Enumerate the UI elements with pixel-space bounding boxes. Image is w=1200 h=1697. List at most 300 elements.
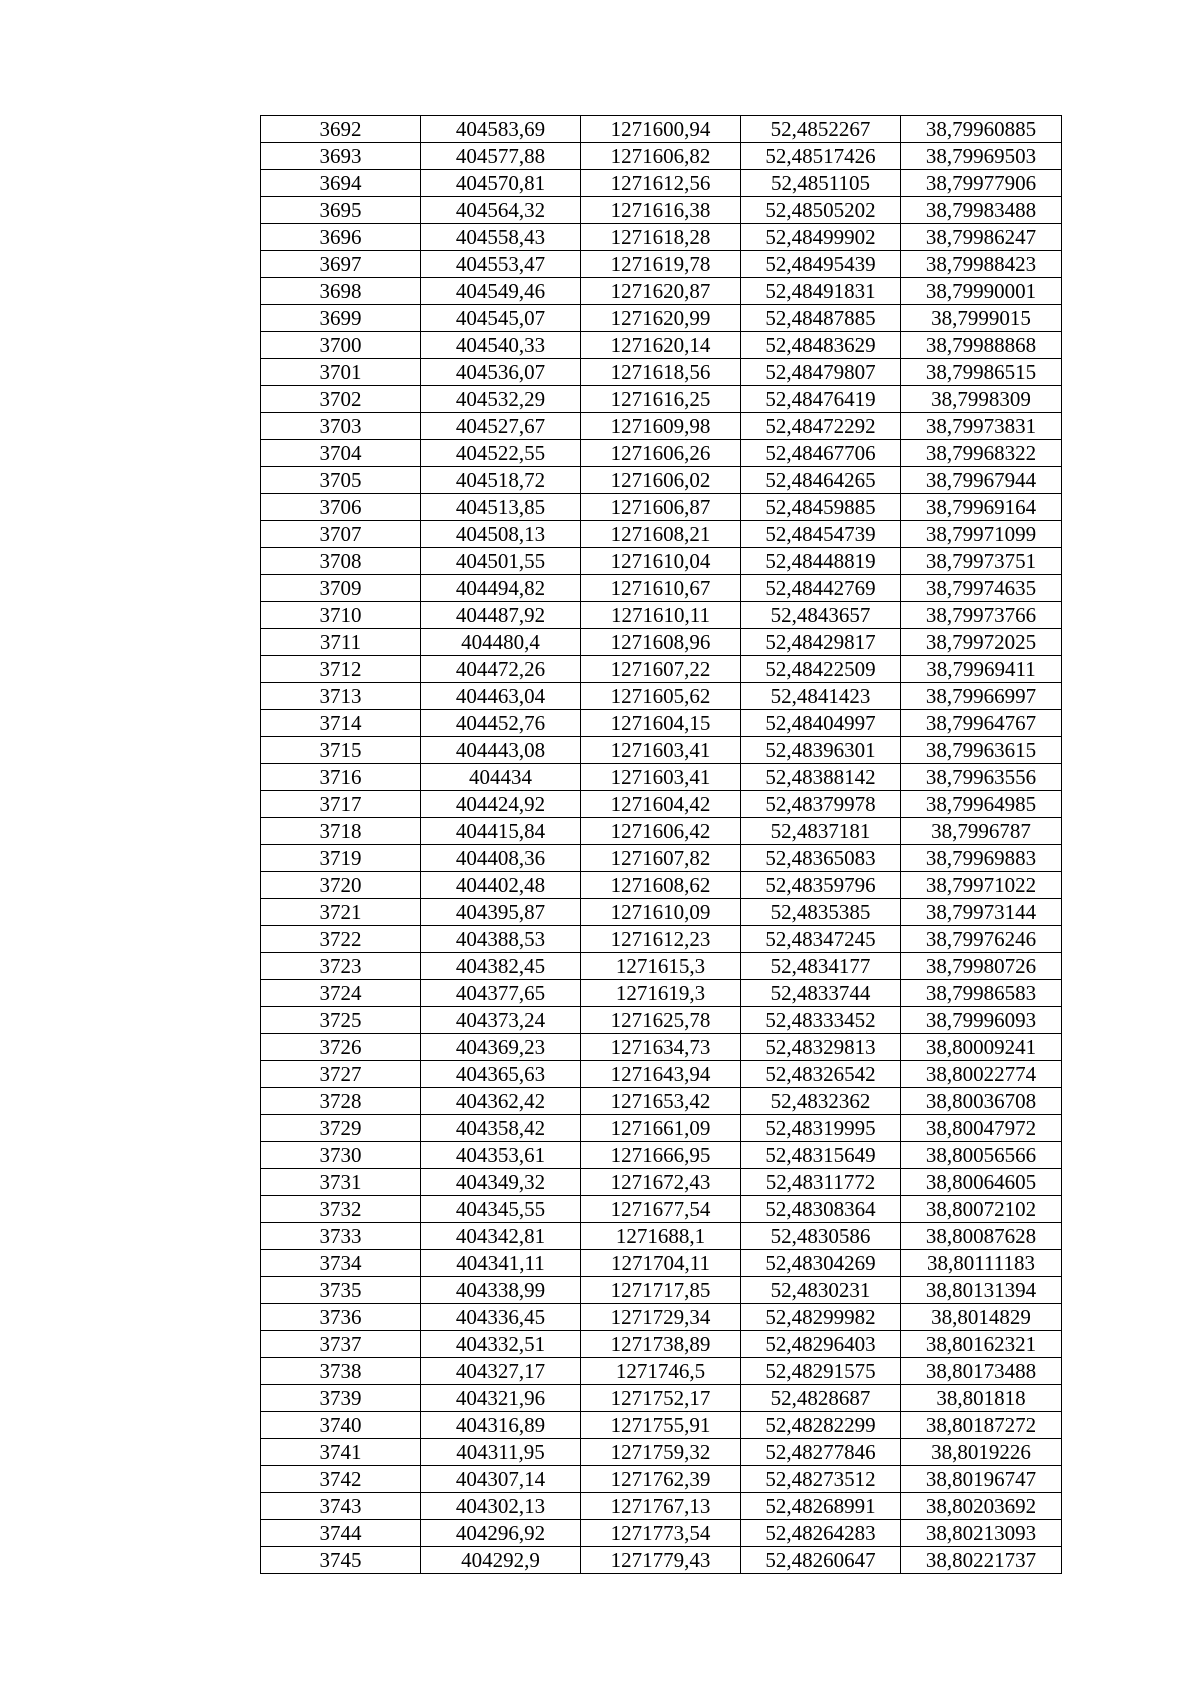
y-coordinate-cell: 1271729,34 [581,1304,741,1331]
latitude-cell: 52,48273512 [741,1466,901,1493]
y-coordinate-cell: 1271612,56 [581,170,741,197]
y-coordinate-cell: 1271606,02 [581,467,741,494]
latitude-cell: 52,48304269 [741,1250,901,1277]
longitude-cell: 38,80162321 [901,1331,1062,1358]
coordinates-table [260,115,1062,1574]
table-row [261,1304,1062,1331]
latitude-cell: 52,48379978 [741,791,901,818]
latitude-cell: 52,48448819 [741,548,901,575]
point-number-cell: 3713 [261,683,421,710]
longitude-cell: 38,79972025 [901,629,1062,656]
longitude-cell: 38,79969883 [901,845,1062,872]
longitude-cell: 38,80131394 [901,1277,1062,1304]
point-number-cell: 3700 [261,332,421,359]
point-number-cell: 3724 [261,980,421,1007]
y-coordinate-cell: 1271605,62 [581,683,741,710]
latitude-cell: 52,48491831 [741,278,901,305]
table-row [261,1007,1062,1034]
longitude-cell: 38,80203692 [901,1493,1062,1520]
x-coordinate-cell: 404321,96 [421,1385,581,1412]
x-coordinate-cell: 404342,81 [421,1223,581,1250]
longitude-cell: 38,79969503 [901,143,1062,170]
y-coordinate-cell: 1271616,25 [581,386,741,413]
y-coordinate-cell: 1271616,38 [581,197,741,224]
latitude-cell: 52,48476419 [741,386,901,413]
x-coordinate-cell: 404408,36 [421,845,581,872]
x-coordinate-cell: 404558,43 [421,224,581,251]
latitude-cell: 52,4835385 [741,899,901,926]
x-coordinate-cell: 404513,85 [421,494,581,521]
latitude-cell: 52,48479807 [741,359,901,386]
x-coordinate-cell: 404501,55 [421,548,581,575]
point-number-cell: 3706 [261,494,421,521]
point-number-cell: 3743 [261,1493,421,1520]
latitude-cell: 52,48483629 [741,332,901,359]
x-coordinate-cell: 404527,67 [421,413,581,440]
y-coordinate-cell: 1271608,62 [581,872,741,899]
table-row [261,521,1062,548]
table-row [261,1466,1062,1493]
table-row [261,1385,1062,1412]
latitude-cell: 52,48268991 [741,1493,901,1520]
x-coordinate-cell: 404472,26 [421,656,581,683]
table-row [261,575,1062,602]
y-coordinate-cell: 1271608,21 [581,521,741,548]
y-coordinate-cell: 1271634,73 [581,1034,741,1061]
longitude-cell: 38,79969164 [901,494,1062,521]
y-coordinate-cell: 1271773,54 [581,1520,741,1547]
x-coordinate-cell: 404549,46 [421,278,581,305]
point-number-cell: 3732 [261,1196,421,1223]
table-row [261,170,1062,197]
point-number-cell: 3714 [261,710,421,737]
point-number-cell: 3692 [261,116,421,143]
y-coordinate-cell: 1271666,95 [581,1142,741,1169]
longitude-cell: 38,79986515 [901,359,1062,386]
table-row [261,278,1062,305]
y-coordinate-cell: 1271661,09 [581,1115,741,1142]
table-row [261,1196,1062,1223]
longitude-cell: 38,79964767 [901,710,1062,737]
y-coordinate-cell: 1271604,42 [581,791,741,818]
table-row [261,251,1062,278]
point-number-cell: 3696 [261,224,421,251]
y-coordinate-cell: 1271625,78 [581,1007,741,1034]
y-coordinate-cell: 1271752,17 [581,1385,741,1412]
y-coordinate-cell: 1271738,89 [581,1331,741,1358]
coordinates-table-body [261,116,1062,1574]
x-coordinate-cell: 404443,08 [421,737,581,764]
x-coordinate-cell: 404382,45 [421,953,581,980]
point-number-cell: 3720 [261,872,421,899]
y-coordinate-cell: 1271717,85 [581,1277,741,1304]
point-number-cell: 3731 [261,1169,421,1196]
y-coordinate-cell: 1271606,42 [581,818,741,845]
latitude-cell: 52,48495439 [741,251,901,278]
table-row [261,413,1062,440]
x-coordinate-cell: 404583,69 [421,116,581,143]
point-number-cell: 3745 [261,1547,421,1574]
y-coordinate-cell: 1271677,54 [581,1196,741,1223]
longitude-cell: 38,80187272 [901,1412,1062,1439]
x-coordinate-cell: 404545,07 [421,305,581,332]
point-number-cell: 3695 [261,197,421,224]
y-coordinate-cell: 1271606,26 [581,440,741,467]
point-number-cell: 3719 [261,845,421,872]
x-coordinate-cell: 404369,23 [421,1034,581,1061]
longitude-cell: 38,79973831 [901,413,1062,440]
x-coordinate-cell: 404341,11 [421,1250,581,1277]
table-row [261,1493,1062,1520]
longitude-cell: 38,80036708 [901,1088,1062,1115]
y-coordinate-cell: 1271603,41 [581,737,741,764]
longitude-cell: 38,79973766 [901,602,1062,629]
y-coordinate-cell: 1271606,82 [581,143,741,170]
point-number-cell: 3694 [261,170,421,197]
x-coordinate-cell: 404564,32 [421,197,581,224]
longitude-cell: 38,80056566 [901,1142,1062,1169]
table-row [261,845,1062,872]
longitude-cell: 38,8014829 [901,1304,1062,1331]
latitude-cell: 52,48404997 [741,710,901,737]
y-coordinate-cell: 1271609,98 [581,413,741,440]
point-number-cell: 3710 [261,602,421,629]
longitude-cell: 38,79971099 [901,521,1062,548]
latitude-cell: 52,48347245 [741,926,901,953]
y-coordinate-cell: 1271767,13 [581,1493,741,1520]
longitude-cell: 38,80173488 [901,1358,1062,1385]
latitude-cell: 52,48505202 [741,197,901,224]
y-coordinate-cell: 1271610,11 [581,602,741,629]
table-row [261,143,1062,170]
point-number-cell: 3699 [261,305,421,332]
latitude-cell: 52,4837181 [741,818,901,845]
y-coordinate-cell: 1271600,94 [581,116,741,143]
y-coordinate-cell: 1271606,87 [581,494,741,521]
table-row [261,332,1062,359]
y-coordinate-cell: 1271672,43 [581,1169,741,1196]
x-coordinate-cell: 404434 [421,764,581,791]
latitude-cell: 52,48359796 [741,872,901,899]
point-number-cell: 3708 [261,548,421,575]
point-number-cell: 3725 [261,1007,421,1034]
point-number-cell: 3718 [261,818,421,845]
table-row [261,818,1062,845]
x-coordinate-cell: 404338,99 [421,1277,581,1304]
latitude-cell: 52,48365083 [741,845,901,872]
latitude-cell: 52,48329813 [741,1034,901,1061]
table-row [261,1034,1062,1061]
x-coordinate-cell: 404487,92 [421,602,581,629]
point-number-cell: 3705 [261,467,421,494]
longitude-cell: 38,79967944 [901,467,1062,494]
x-coordinate-cell: 404336,45 [421,1304,581,1331]
longitude-cell: 38,79974635 [901,575,1062,602]
longitude-cell: 38,79973751 [901,548,1062,575]
latitude-cell: 52,48277846 [741,1439,901,1466]
point-number-cell: 3716 [261,764,421,791]
latitude-cell: 52,48442769 [741,575,901,602]
table-row [261,548,1062,575]
table-row [261,386,1062,413]
x-coordinate-cell: 404480,4 [421,629,581,656]
longitude-cell: 38,801818 [901,1385,1062,1412]
table-row [261,710,1062,737]
y-coordinate-cell: 1271608,96 [581,629,741,656]
x-coordinate-cell: 404327,17 [421,1358,581,1385]
x-coordinate-cell: 404540,33 [421,332,581,359]
table-row [261,1169,1062,1196]
point-number-cell: 3693 [261,143,421,170]
table-row [261,1115,1062,1142]
longitude-cell: 38,79960885 [901,116,1062,143]
x-coordinate-cell: 404463,04 [421,683,581,710]
latitude-cell: 52,48311772 [741,1169,901,1196]
latitude-cell: 52,48319995 [741,1115,901,1142]
latitude-cell: 52,48517426 [741,143,901,170]
table-row [261,1358,1062,1385]
y-coordinate-cell: 1271620,87 [581,278,741,305]
longitude-cell: 38,79968322 [901,440,1062,467]
y-coordinate-cell: 1271704,11 [581,1250,741,1277]
latitude-cell: 52,4841423 [741,683,901,710]
latitude-cell: 52,48464265 [741,467,901,494]
y-coordinate-cell: 1271618,28 [581,224,741,251]
x-coordinate-cell: 404508,13 [421,521,581,548]
point-number-cell: 3703 [261,413,421,440]
y-coordinate-cell: 1271746,5 [581,1358,741,1385]
longitude-cell: 38,79969411 [901,656,1062,683]
longitude-cell: 38,79980726 [901,953,1062,980]
x-coordinate-cell: 404292,9 [421,1547,581,1574]
latitude-cell: 52,4832362 [741,1088,901,1115]
longitude-cell: 38,79973144 [901,899,1062,926]
latitude-cell: 52,48396301 [741,737,901,764]
y-coordinate-cell: 1271610,04 [581,548,741,575]
point-number-cell: 3722 [261,926,421,953]
point-number-cell: 3707 [261,521,421,548]
x-coordinate-cell: 404518,72 [421,467,581,494]
longitude-cell: 38,79976246 [901,926,1062,953]
point-number-cell: 3697 [261,251,421,278]
x-coordinate-cell: 404388,53 [421,926,581,953]
y-coordinate-cell: 1271618,56 [581,359,741,386]
point-number-cell: 3739 [261,1385,421,1412]
point-number-cell: 3742 [261,1466,421,1493]
table-row [261,494,1062,521]
point-number-cell: 3740 [261,1412,421,1439]
longitude-cell: 38,79963615 [901,737,1062,764]
y-coordinate-cell: 1271643,94 [581,1061,741,1088]
latitude-cell: 52,4830586 [741,1223,901,1250]
longitude-cell: 38,80111183 [901,1250,1062,1277]
x-coordinate-cell: 404316,89 [421,1412,581,1439]
y-coordinate-cell: 1271762,39 [581,1466,741,1493]
longitude-cell: 38,7999015 [901,305,1062,332]
table-row [261,224,1062,251]
table-row [261,1331,1062,1358]
y-coordinate-cell: 1271620,99 [581,305,741,332]
longitude-cell: 38,79990001 [901,278,1062,305]
latitude-cell: 52,48260647 [741,1547,901,1574]
y-coordinate-cell: 1271688,1 [581,1223,741,1250]
x-coordinate-cell: 404452,76 [421,710,581,737]
table-row [261,602,1062,629]
point-number-cell: 3717 [261,791,421,818]
longitude-cell: 38,7996787 [901,818,1062,845]
latitude-cell: 52,48499902 [741,224,901,251]
table-row [261,1088,1062,1115]
latitude-cell: 52,4834177 [741,953,901,980]
x-coordinate-cell: 404365,63 [421,1061,581,1088]
table-row [261,1547,1062,1574]
latitude-cell: 52,48429817 [741,629,901,656]
latitude-cell: 52,48299982 [741,1304,901,1331]
longitude-cell: 38,80087628 [901,1223,1062,1250]
longitude-cell: 38,80022774 [901,1061,1062,1088]
point-number-cell: 3738 [261,1358,421,1385]
longitude-cell: 38,79966997 [901,683,1062,710]
table-row [261,359,1062,386]
y-coordinate-cell: 1271610,09 [581,899,741,926]
y-coordinate-cell: 1271653,42 [581,1088,741,1115]
y-coordinate-cell: 1271607,22 [581,656,741,683]
point-number-cell: 3704 [261,440,421,467]
longitude-cell: 38,80009241 [901,1034,1062,1061]
table-row [261,656,1062,683]
table-row [261,926,1062,953]
longitude-cell: 38,80196747 [901,1466,1062,1493]
latitude-cell: 52,48467706 [741,440,901,467]
longitude-cell: 38,79977906 [901,170,1062,197]
latitude-cell: 52,4833744 [741,980,901,1007]
table-row [261,980,1062,1007]
point-number-cell: 3727 [261,1061,421,1088]
x-coordinate-cell: 404494,82 [421,575,581,602]
table-row [261,305,1062,332]
latitude-cell: 52,4828687 [741,1385,901,1412]
latitude-cell: 52,4843657 [741,602,901,629]
x-coordinate-cell: 404532,29 [421,386,581,413]
point-number-cell: 3721 [261,899,421,926]
latitude-cell: 52,4830231 [741,1277,901,1304]
longitude-cell: 38,80064605 [901,1169,1062,1196]
table-row [261,197,1062,224]
x-coordinate-cell: 404402,48 [421,872,581,899]
point-number-cell: 3729 [261,1115,421,1142]
table-row [261,683,1062,710]
x-coordinate-cell: 404522,55 [421,440,581,467]
y-coordinate-cell: 1271779,43 [581,1547,741,1574]
y-coordinate-cell: 1271620,14 [581,332,741,359]
point-number-cell: 3715 [261,737,421,764]
x-coordinate-cell: 404395,87 [421,899,581,926]
x-coordinate-cell: 404311,95 [421,1439,581,1466]
latitude-cell: 52,48326542 [741,1061,901,1088]
point-number-cell: 3723 [261,953,421,980]
x-coordinate-cell: 404345,55 [421,1196,581,1223]
point-number-cell: 3737 [261,1331,421,1358]
table-row [261,764,1062,791]
table-row [261,872,1062,899]
longitude-cell: 38,79986583 [901,980,1062,1007]
latitude-cell: 52,48291575 [741,1358,901,1385]
longitude-cell: 38,80047972 [901,1115,1062,1142]
point-number-cell: 3744 [261,1520,421,1547]
x-coordinate-cell: 404377,65 [421,980,581,1007]
x-coordinate-cell: 404332,51 [421,1331,581,1358]
point-number-cell: 3709 [261,575,421,602]
table-row [261,791,1062,818]
longitude-cell: 38,79963556 [901,764,1062,791]
latitude-cell: 52,48296403 [741,1331,901,1358]
table-row [261,1142,1062,1169]
y-coordinate-cell: 1271619,3 [581,980,741,1007]
point-number-cell: 3734 [261,1250,421,1277]
longitude-cell: 38,79971022 [901,872,1062,899]
latitude-cell: 52,48459885 [741,494,901,521]
y-coordinate-cell: 1271755,91 [581,1412,741,1439]
x-coordinate-cell: 404424,92 [421,791,581,818]
latitude-cell: 52,48472292 [741,413,901,440]
table-row [261,899,1062,926]
y-coordinate-cell: 1271759,32 [581,1439,741,1466]
table-row [261,1223,1062,1250]
x-coordinate-cell: 404570,81 [421,170,581,197]
point-number-cell: 3730 [261,1142,421,1169]
table-row [261,953,1062,980]
y-coordinate-cell: 1271612,23 [581,926,741,953]
latitude-cell: 52,48315649 [741,1142,901,1169]
table-row [261,1250,1062,1277]
table-row [261,1412,1062,1439]
table-row [261,116,1062,143]
longitude-cell: 38,80072102 [901,1196,1062,1223]
y-coordinate-cell: 1271603,41 [581,764,741,791]
point-number-cell: 3712 [261,656,421,683]
y-coordinate-cell: 1271610,67 [581,575,741,602]
point-number-cell: 3736 [261,1304,421,1331]
latitude-cell: 52,48422509 [741,656,901,683]
longitude-cell: 38,79964985 [901,791,1062,818]
longitude-cell: 38,80221737 [901,1547,1062,1574]
latitude-cell: 52,48282299 [741,1412,901,1439]
x-coordinate-cell: 404373,24 [421,1007,581,1034]
longitude-cell: 38,79988423 [901,251,1062,278]
x-coordinate-cell: 404553,47 [421,251,581,278]
y-coordinate-cell: 1271607,82 [581,845,741,872]
y-coordinate-cell: 1271615,3 [581,953,741,980]
x-coordinate-cell: 404296,92 [421,1520,581,1547]
x-coordinate-cell: 404577,88 [421,143,581,170]
table-row [261,1277,1062,1304]
table-row [261,1439,1062,1466]
table-row [261,1520,1062,1547]
x-coordinate-cell: 404353,61 [421,1142,581,1169]
longitude-cell: 38,8019226 [901,1439,1062,1466]
point-number-cell: 3702 [261,386,421,413]
table-row [261,737,1062,764]
longitude-cell: 38,79983488 [901,197,1062,224]
point-number-cell: 3701 [261,359,421,386]
x-coordinate-cell: 404415,84 [421,818,581,845]
point-number-cell: 3698 [261,278,421,305]
latitude-cell: 52,48308364 [741,1196,901,1223]
y-coordinate-cell: 1271604,15 [581,710,741,737]
point-number-cell: 3711 [261,629,421,656]
longitude-cell: 38,7998309 [901,386,1062,413]
table-row [261,440,1062,467]
